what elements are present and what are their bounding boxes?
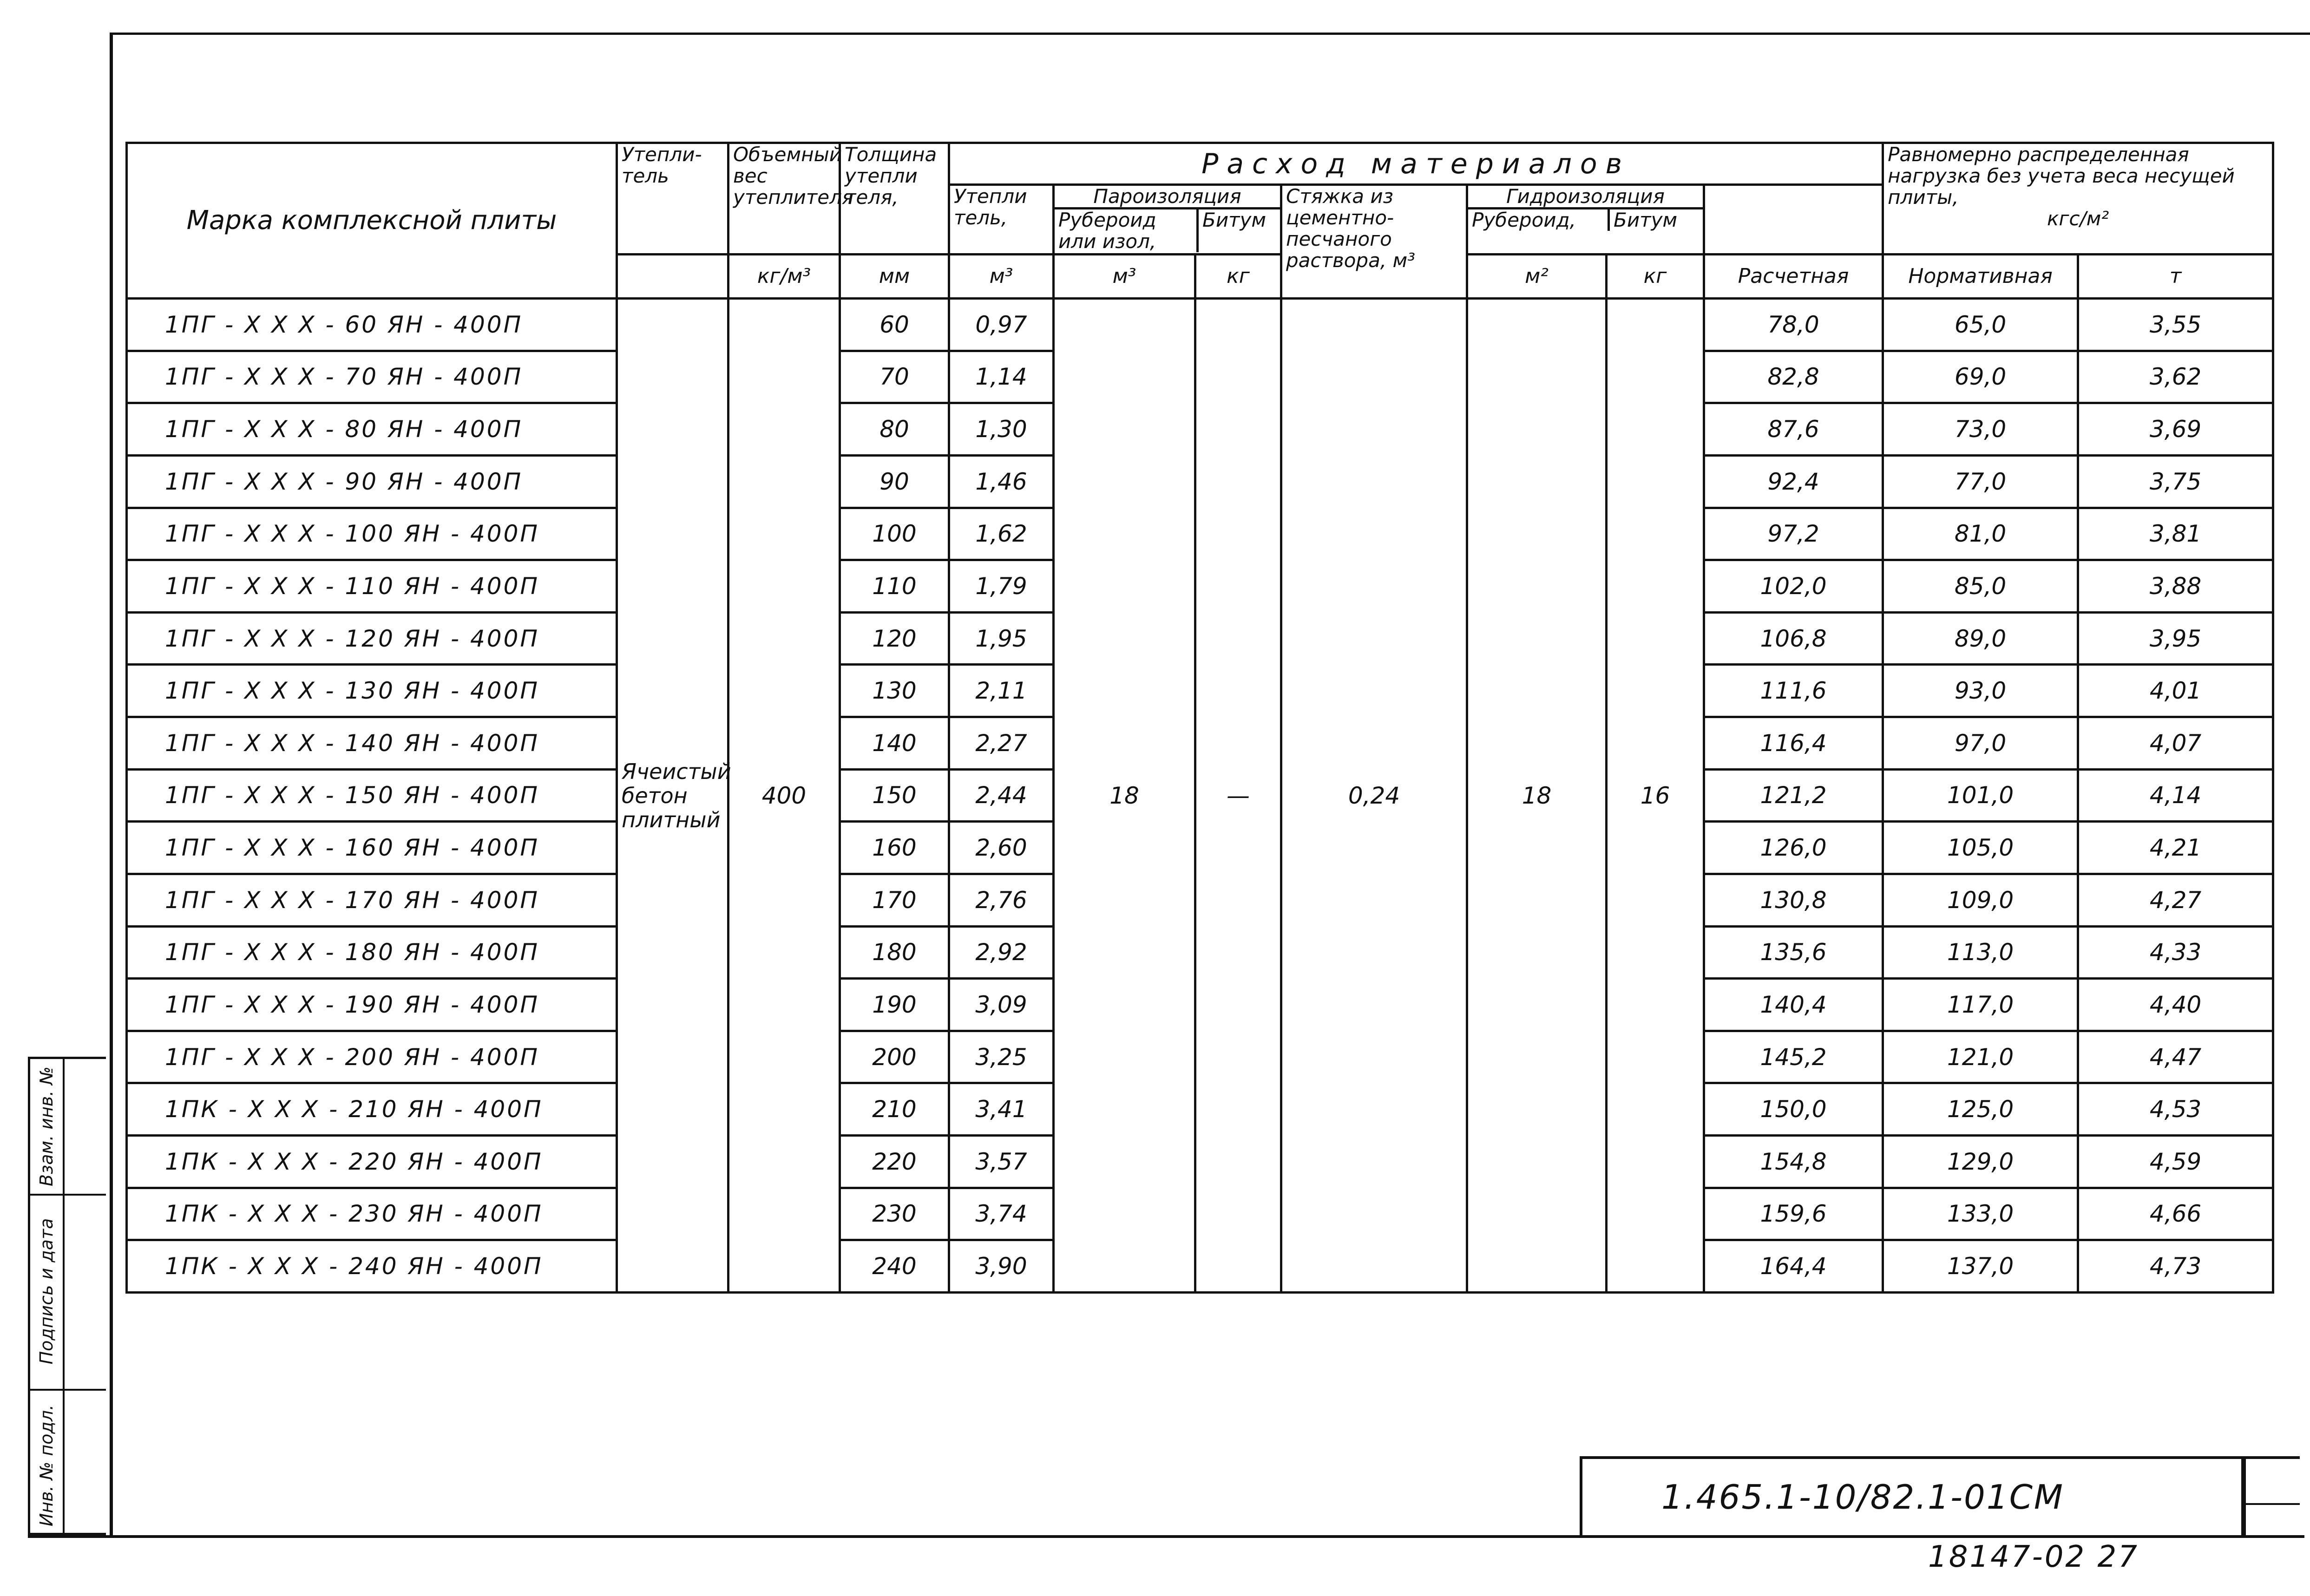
cell-tolshina: 180 (840, 926, 949, 979)
cell-uteplitel-volume: 1,79 (949, 560, 1054, 613)
header-uteplitel: Утепли- тель (617, 143, 728, 255)
cell-tolshina: 110 (840, 560, 949, 613)
header-paroizolyaciya: Пароизоляция Рубероид или изол, Битум (1054, 185, 1281, 255)
designation-code: 1.465.1-10/82.1-01СМ (1661, 1478, 2064, 1517)
cell-uteplitel-volume: 2,44 (949, 769, 1054, 822)
cell-normativnaya: 121,0 (1883, 1031, 2078, 1083)
cell-ob-ves: 400 (728, 299, 840, 1293)
cell-marka: 1ПГ - X X X - 190 ЯН - 400П (127, 979, 617, 1031)
cell-massa: 4,27 (2078, 874, 2273, 926)
cell-uteplitel-volume: 2,11 (949, 665, 1054, 717)
cell-tolshina: 150 (840, 769, 949, 822)
cell-tolshina: 170 (840, 874, 949, 926)
cell-massa: 4,40 (2078, 979, 2273, 1031)
header-rashod: Расход материалов (949, 143, 1883, 185)
cell-raschetnaya: 121,2 (1704, 769, 1883, 822)
cell-normativnaya: 113,0 (1883, 926, 2078, 979)
cell-tolshina: 220 (840, 1136, 949, 1188)
cell-raschetnaya: 159,6 (1704, 1188, 1883, 1240)
cell-tolshina: 70 (840, 351, 949, 403)
cell-uteplitel-volume: 2,60 (949, 822, 1054, 874)
cell-raschetnaya: 97,2 (1704, 508, 1883, 560)
header-ob-ves-unit: кг/м³ (728, 255, 840, 299)
cell-uteplitel-volume: 3,09 (949, 979, 1054, 1031)
cell-massa: 4,66 (2078, 1188, 2273, 1240)
cell-raschetnaya: 82,8 (1704, 351, 1883, 403)
cell-tolshina: 160 (840, 822, 949, 874)
stamp-divider (30, 1389, 106, 1391)
cell-massa: 3,75 (2078, 455, 2273, 508)
side-stamp (28, 1057, 106, 1535)
cell-marka: 1ПГ - X X X - 90 ЯН - 400П (127, 455, 617, 508)
cell-normativnaya: 137,0 (1883, 1240, 2078, 1293)
cell-massa: 3,62 (2078, 351, 2273, 403)
cell-tolshina: 240 (840, 1240, 949, 1293)
header-bitum2: Битум (1614, 209, 1678, 231)
cell-ruberoid: 18 (1467, 299, 1607, 1293)
cell-tolshina: 140 (840, 717, 949, 770)
header-uteplitel-col: Утепли тель, (949, 185, 1054, 255)
cell-tolshina: 100 (840, 508, 949, 560)
cell-marka: 1ПК - X X X - 210 ЯН - 400П (127, 1083, 617, 1136)
header-tolshina: Толщина утепли теля, (840, 143, 949, 255)
cell-normativnaya: 93,0 (1883, 665, 2078, 717)
header-ruberoid-unit: м² (1467, 255, 1607, 299)
header-bitum2-unit: кг (1607, 255, 1704, 299)
cell-marka: 1ПГ - X X X - 70 ЯН - 400П (127, 351, 617, 403)
cell-tolshina: 130 (840, 665, 949, 717)
cell-normativnaya: 81,0 (1883, 508, 2078, 560)
cell-uteplitel-volume: 0,97 (949, 299, 1054, 351)
cell-raschetnaya: 135,6 (1704, 926, 1883, 979)
cell-tolshina: 200 (840, 1031, 949, 1083)
cell-ruberoid-izol: 18 (1054, 299, 1195, 1293)
designation-block (1580, 1456, 2244, 1535)
cell-tolshina: 230 (840, 1188, 949, 1240)
cell-massa: 3,95 (2078, 612, 2273, 665)
header-gidroizolyaciya: Гидроизоляция Рубероид, Битум (1467, 185, 1704, 255)
header-tolshina-unit: мм (840, 255, 949, 299)
cell-uteplitel-volume: 2,27 (949, 717, 1054, 770)
cell-raschetnaya: 126,0 (1704, 822, 1883, 874)
header-massa-unit: т (2078, 255, 2273, 299)
cell-normativnaya: 69,0 (1883, 351, 2078, 403)
cell-uteplitel-volume: 3,57 (949, 1136, 1054, 1188)
spec-table (125, 142, 2274, 1294)
frame-top-line (110, 33, 2310, 35)
cell-normativnaya: 73,0 (1883, 403, 2078, 456)
cell-normativnaya: 129,0 (1883, 1136, 2078, 1188)
frame-left-line (110, 33, 113, 1537)
cell-normativnaya: 85,0 (1883, 560, 2078, 613)
stamp-vzam: Взам. инв. № (36, 1066, 57, 1187)
cell-normativnaya: 101,0 (1883, 769, 2078, 822)
sheet-number: 18147-02 27 (1928, 1540, 2139, 1574)
cell-marka: 1ПГ - X X X - 140 ЯН - 400П (127, 717, 617, 770)
header-uteplitel-blank (617, 255, 728, 299)
cell-tolshina: 120 (840, 612, 949, 665)
cell-uteplitel-type: Ячеистый бетон плитный (617, 299, 728, 1293)
cell-raschetnaya: 92,4 (1704, 455, 1883, 508)
cell-uteplitel-volume: 1,95 (949, 612, 1054, 665)
header-ob-ves: Объемный вес утеплителя (728, 143, 840, 255)
cell-massa: 4,07 (2078, 717, 2273, 770)
cell-uteplitel-volume: 3,74 (949, 1188, 1054, 1240)
cell-uteplitel-volume: 1,14 (949, 351, 1054, 403)
cell-marka: 1ПГ - X X X - 160 ЯН - 400П (127, 822, 617, 874)
cell-massa: 4,01 (2078, 665, 2273, 717)
cell-uteplitel-volume: 3,41 (949, 1083, 1054, 1136)
cell-normativnaya: 97,0 (1883, 717, 2078, 770)
designation-sheet-box (2244, 1456, 2300, 1535)
cell-marka: 1ПГ - X X X - 150 ЯН - 400П (127, 769, 617, 822)
header-ruberoid-izol: Рубероид или изол, (1055, 209, 1199, 252)
table-row (127, 299, 2273, 351)
cell-bitum: — (1195, 299, 1281, 1293)
cell-raschetnaya: 145,2 (1704, 1031, 1883, 1083)
cell-styazhka: 0,24 (1281, 299, 1467, 1293)
frame-bottom-line (28, 1535, 2304, 1538)
cell-normativnaya: 109,0 (1883, 874, 2078, 926)
cell-marka: 1ПГ - X X X - 60 ЯН - 400П (127, 299, 617, 351)
cell-massa: 3,55 (2078, 299, 2273, 351)
cell-tolshina: 190 (840, 979, 949, 1031)
cell-raschetnaya: 106,8 (1704, 612, 1883, 665)
header-styazhka: Стяжка из цементно- песчаного раствора, м³ (1281, 185, 1467, 299)
cell-marka: 1ПК - X X X - 240 ЯН - 400П (127, 1240, 617, 1293)
cell-raschetnaya: 150,0 (1704, 1083, 1883, 1136)
sheet-box-line (2244, 1503, 2300, 1505)
cell-raschetnaya: 116,4 (1704, 717, 1883, 770)
cell-uteplitel-volume: 2,76 (949, 874, 1054, 926)
cell-uteplitel-volume: 1,62 (949, 508, 1054, 560)
cell-tolshina: 210 (840, 1083, 949, 1136)
cell-marka: 1ПГ - X X X - 130 ЯН - 400П (127, 665, 617, 717)
cell-marka: 1ПК - X X X - 220 ЯН - 400П (127, 1136, 617, 1188)
header-ruberoid-izol-unit: м³ (1054, 255, 1195, 299)
header-normativnaya: Нормативная (1883, 255, 2078, 299)
header-bitum-unit: кг (1195, 255, 1281, 299)
cell-massa: 4,21 (2078, 822, 2273, 874)
cell-uteplitel-volume: 3,90 (949, 1240, 1054, 1293)
cell-normativnaya: 117,0 (1883, 979, 2078, 1031)
cell-normativnaya: 105,0 (1883, 822, 2078, 874)
sheet-box-line (2244, 1459, 2246, 1538)
cell-massa: 4,47 (2078, 1031, 2273, 1083)
cell-normativnaya: 133,0 (1883, 1188, 2078, 1240)
cell-marka: 1ПГ - X X X - 80 ЯН - 400П (127, 403, 617, 456)
cell-normativnaya: 65,0 (1883, 299, 2078, 351)
cell-raschetnaya: 154,8 (1704, 1136, 1883, 1188)
cell-massa: 4,59 (2078, 1136, 2273, 1188)
cell-tolshina: 90 (840, 455, 949, 508)
cell-uteplitel-volume: 1,46 (949, 455, 1054, 508)
cell-uteplitel-volume: 3,25 (949, 1031, 1054, 1083)
cell-raschetnaya: 87,6 (1704, 403, 1883, 456)
cell-raschetnaya: 130,8 (1704, 874, 1883, 926)
cell-massa: 3,81 (2078, 508, 2273, 560)
cell-normativnaya: 77,0 (1883, 455, 2078, 508)
cell-uteplitel-volume: 1,30 (949, 403, 1054, 456)
cell-marka: 1ПГ - X X X - 120 ЯН - 400П (127, 612, 617, 665)
cell-tolshina: 80 (840, 403, 949, 456)
cell-massa: 4,14 (2078, 769, 2273, 822)
cell-raschetnaya: 164,4 (1704, 1240, 1883, 1293)
cell-raschetnaya: 78,0 (1704, 299, 1883, 351)
cell-bitum2: 16 (1607, 299, 1704, 1293)
cell-massa: 4,33 (2078, 926, 2273, 979)
stamp-inv-podl: Инв. № подл. (36, 1404, 57, 1527)
cell-normativnaya: 89,0 (1883, 612, 2078, 665)
cell-marka: 1ПГ - X X X - 200 ЯН - 400П (127, 1031, 617, 1083)
cell-tolshina: 60 (840, 299, 949, 351)
header-nagruzka: Равномерно распределенная нагрузка без учета веса несущей плиты, кгс/м² (1883, 143, 2273, 255)
cell-uteplitel-volume: 2,92 (949, 926, 1054, 979)
stamp-podpis: Подпись и дата (36, 1218, 57, 1365)
cell-normativnaya: 125,0 (1883, 1083, 2078, 1136)
cell-marka: 1ПГ - X X X - 110 ЯН - 400П (127, 560, 617, 613)
header-marka: Марка комплексной плиты (127, 143, 617, 299)
cell-marka: 1ПК - X X X - 230 ЯН - 400П (127, 1188, 617, 1240)
header-bitum: Битум (1202, 209, 1267, 231)
cell-marka: 1ПГ - X X X - 170 ЯН - 400П (127, 874, 617, 926)
header-uteplitel-unit: м³ (949, 255, 1054, 299)
header-raschetnaya: Расчетная (1704, 255, 1883, 299)
cell-massa: 3,88 (2078, 560, 2273, 613)
cell-raschetnaya: 140,4 (1704, 979, 1883, 1031)
cell-raschetnaya: 102,0 (1704, 560, 1883, 613)
cell-marka: 1ПГ - X X X - 180 ЯН - 400П (127, 926, 617, 979)
header-ruberoid: Рубероид, (1468, 209, 1610, 231)
cell-massa: 4,73 (2078, 1240, 2273, 1293)
cell-massa: 4,53 (2078, 1083, 2273, 1136)
cell-marka: 1ПГ - X X X - 100 ЯН - 400П (127, 508, 617, 560)
cell-massa: 3,69 (2078, 403, 2273, 456)
cell-raschetnaya: 111,6 (1704, 665, 1883, 717)
